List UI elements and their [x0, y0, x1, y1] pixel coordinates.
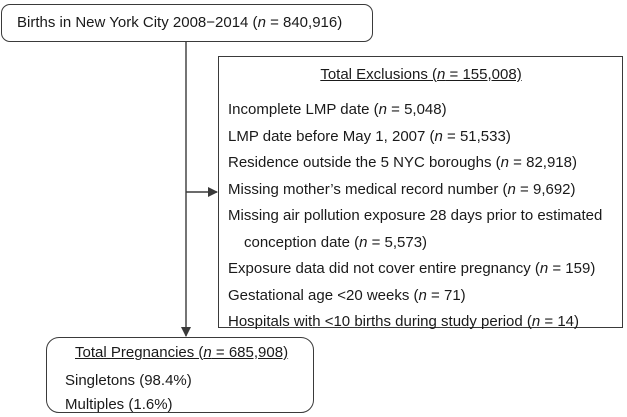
exclusion-item: Incomplete LMP date (n = 5,048): [228, 101, 447, 118]
exclusion-item: LMP date before May 1, 2007 (n = 51,533): [228, 127, 511, 145]
exclusion-item: Gestational age <20 weeks (n = 71): [228, 286, 466, 304]
singletons-label: Singletons (98.4%): [65, 372, 192, 389]
births-label-suffix: = 840,916): [265, 14, 343, 31]
exclusions-box: [218, 56, 623, 328]
multiples-label: Multiples (1.6%): [65, 396, 173, 413]
exclusion-item: Missing mother’s medical record number (n = 9,692): [228, 180, 576, 198]
births-label-prefix: Births in New York City 2008−2014 (: [17, 14, 258, 31]
exclusions-title: Total Exclusions (n = 155,008): [320, 66, 522, 83]
exclusion-item: Exposure data did not cover entire pregnancy (n = 159): [228, 260, 596, 277]
births-n-var: n: [257, 14, 266, 31]
pregnancies-title: Total Pregnancies (n = 685,908): [75, 344, 289, 361]
exclusion-item: Residence outside the 5 NYC boroughs (n = 82,918): [228, 154, 577, 171]
births-box: [1, 4, 373, 42]
exclusion-item: Hospitals with <10 births during study period (n = 14): [228, 313, 580, 330]
exclusion-item-continuation: conception date (n = 5,573): [244, 233, 428, 251]
exclusion-item: Missing air pollution exposure 28 days prior to estimated: [228, 207, 603, 224]
pregnancies-box: [46, 337, 314, 413]
